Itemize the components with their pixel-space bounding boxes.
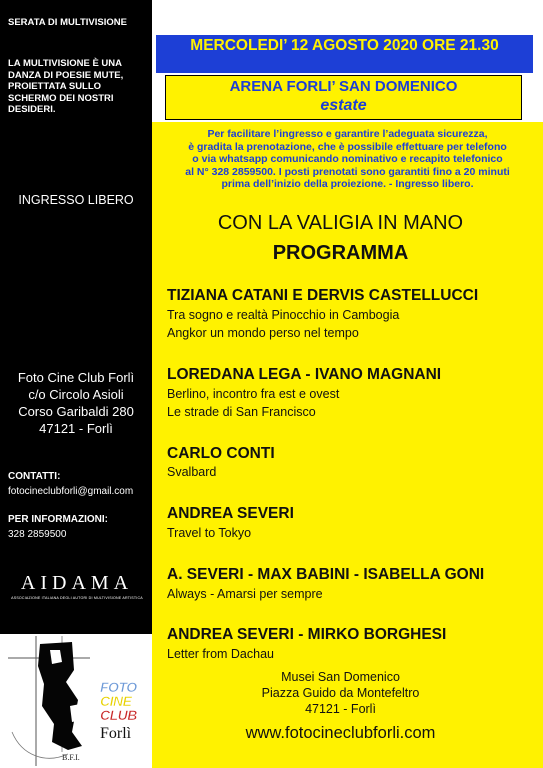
program-authors: LOREDANA LEGA - IVANO MAGNANI [167,366,442,383]
program-heading: PROGRAMMA [272,242,409,264]
aidama-logo-text: AIDAMA [20,572,134,594]
info-phone: 328 2859500 [8,529,67,540]
program-authors: ANDREA SEVERI [167,505,294,522]
logo-mark: B.F.I. [62,753,80,762]
logo-word: CINE [100,693,132,709]
program-authors: A. SEVERI - MAX BABINI - ISABELLA GONI [167,566,485,583]
notice-line: o via whatsapp comunicando nominativo e recapito telefonico [192,153,503,165]
description-line: SCHERMO DEI NOSTRI [8,92,114,104]
program-work: Angkor un mondo perso nel tempo [167,326,359,340]
contacts-email[interactable]: fotocineclubforli@gmail.com [8,486,134,497]
event-date: MERCOLEDI’ 12 AGOSTO 2020 ORE 21.30 [190,37,499,54]
program-work: Le strade di San Francisco [167,405,316,419]
program-work: Svalbard [167,465,217,479]
program-work: Letter from Dachau [167,647,274,661]
description-line: LA MULTIVISIONE È UNA [8,58,122,69]
program-authors: TIZIANA CATANI E DERVIS CASTELLUCCI [167,287,479,304]
logo-word: CLUB [100,707,137,723]
notice-line: al N° 328 2859500. I posti prenotati sono garantiti fino a 20 minuti [185,165,510,178]
venue-address-line: 47121 - Forlì [305,702,376,716]
program-authors: CARLO CONTI [167,445,275,462]
notice-line: Per facilitare l’ingresso e garantire l’adeguata sicurezza, [207,128,488,140]
venue-name: ARENA FORLI’ SAN DOMENICO [229,78,458,95]
notice-line: prima dell’inizio della proiezione. - Ingresso libero. [221,178,474,190]
description-line: DANZA DI POESIE MUTE, [8,69,124,81]
aidama-logo-subtitle: ASSOCIAZIONE ITALIANA DEGLI AUTORI DI MULTIVISIONE ARTISTICA [11,596,143,600]
address-line: 47121 - Forlì [39,421,113,436]
address-line: Foto Cine Club Forlì [17,370,135,385]
show-title: CON LA VALIGIA IN MANO [217,212,464,234]
event-type: SERATA DI MULTIVISIONE [8,17,127,28]
contacts-heading: CONTATTI: [8,471,61,482]
venue-subtitle: estate [320,97,367,114]
program-work: Travel to Tokyo [167,526,252,540]
description-line: DESIDERI. [8,104,56,115]
multivision-description [8,58,150,116]
logo-city: Forlì [100,725,132,742]
venue-box [165,75,522,120]
notice-line: è gradita la prenotazione, che è possibile effettuare per telefono [188,140,507,153]
club-address [0,369,152,437]
free-entry: INGRESSO LIBERO [18,193,134,207]
logo-word: FOTO [100,679,137,695]
foto-cine-club-logo [8,636,144,766]
program-work: Berlino, incontro fra est e ovest [167,387,340,401]
aidama-logo [4,572,150,608]
program-authors: ANDREA SEVERI - MIRKO BORGHESI [167,626,447,643]
venue-address-line: Musei San Domenico [281,670,400,684]
date-banner [156,35,533,73]
info-heading: PER INFORMAZIONI: [8,514,108,525]
program-work: Always - Amarsi per sempre [167,587,323,601]
address-line: Corso Garibaldi 280 [18,404,134,419]
program-work: Tra sogno e realtà Pinocchio in Cambogia [167,308,400,322]
address-line: c/o Circolo Asioli [28,387,124,402]
website-link[interactable]: www.fotocineclubforli.com [245,724,436,742]
description-line: PROIETTATA SULLO [8,81,102,92]
sidebar [0,0,152,634]
main-panel [152,0,543,768]
venue-address-line: Piazza Guido da Montefeltro [261,686,420,700]
booking-notice [152,128,543,191]
